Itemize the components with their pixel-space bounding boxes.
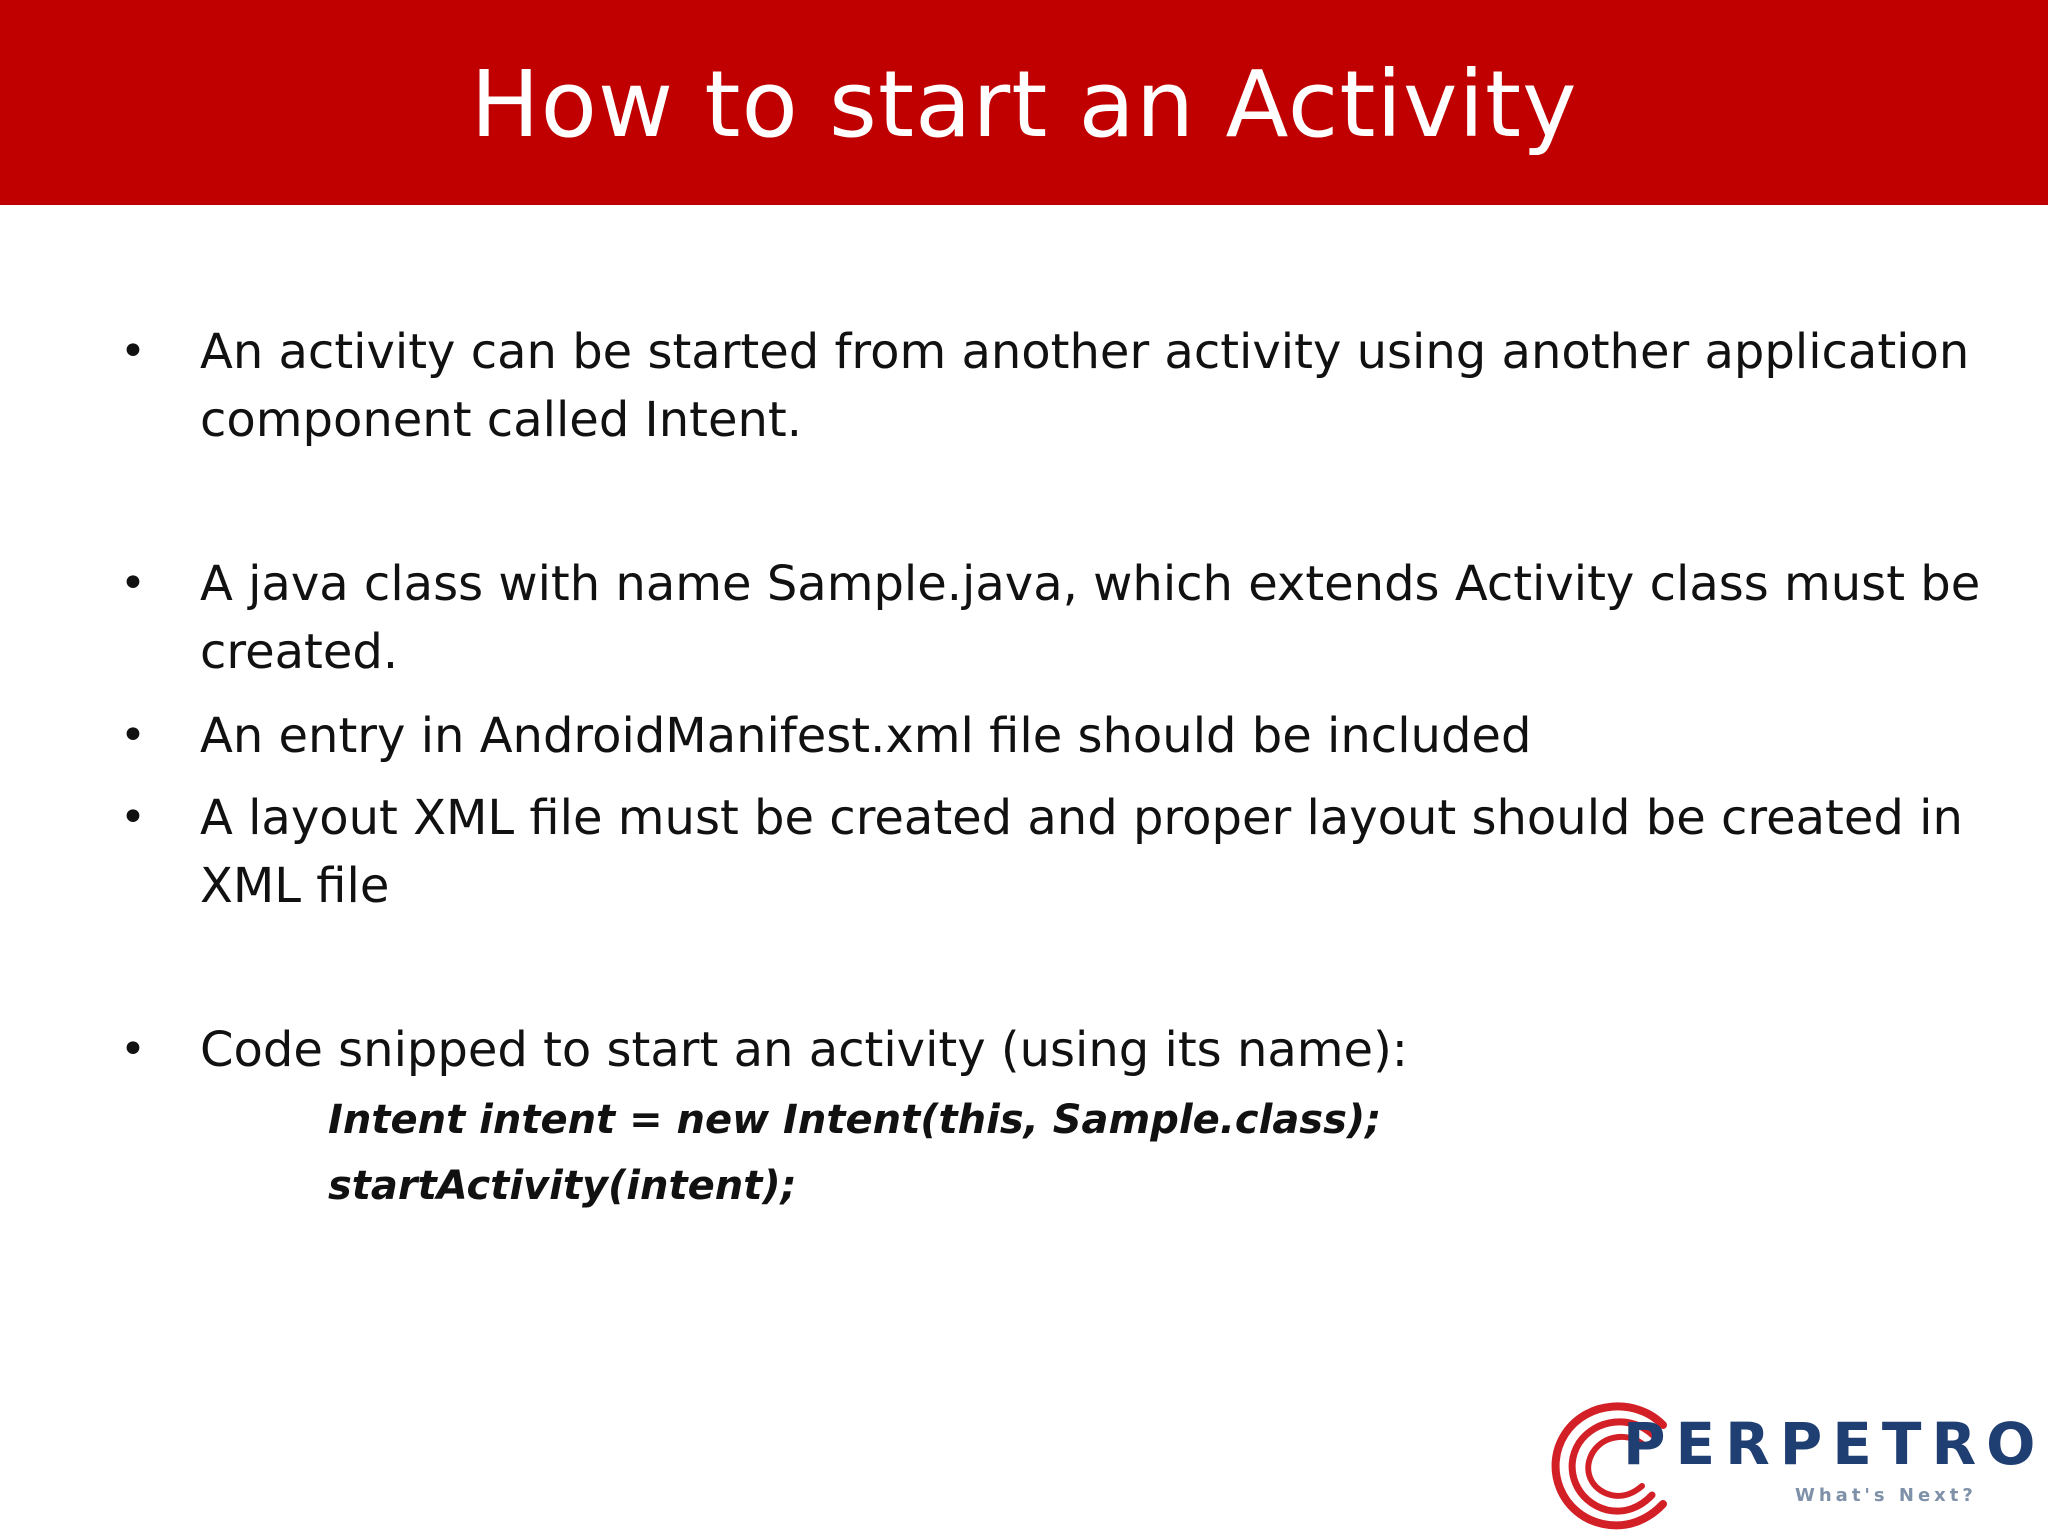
logo-wordmark: PERPETRO (1623, 1410, 2046, 1478)
logo-tagline: What's Next? (1795, 1485, 1977, 1506)
bullet-text: An entry in AndroidManifest.xml file should be included (200, 708, 1532, 764)
bullet-text: A layout XML file must be created and proper layout should be created in XML file (200, 790, 1963, 914)
bullet-dot-icon: • (120, 710, 146, 761)
bullet-text: An activity can be started from another activity using another application component called Intent. (200, 324, 1970, 448)
slide-title: How to start an Activity (470, 51, 1578, 158)
code-snippet-line-1: Intent intent = new Intent(this, Sample.class); (328, 1097, 1382, 1143)
bullet-dot-icon: • (120, 326, 146, 377)
code-snippet-line-2: startActivity(intent); (328, 1163, 797, 1209)
bullet-text: Code snipped to start an activity (using its name): (200, 1022, 1408, 1078)
bullet-dot-icon: • (120, 1024, 146, 1075)
bullet-text: A java class with name Sample.java, which extends Activity class must be created. (200, 556, 1981, 680)
perpetro-logo (1545, 1390, 2046, 1530)
bullet-dot-icon: • (120, 558, 146, 609)
bullet-dot-icon: • (120, 792, 146, 843)
title-bar (0, 0, 2048, 205)
